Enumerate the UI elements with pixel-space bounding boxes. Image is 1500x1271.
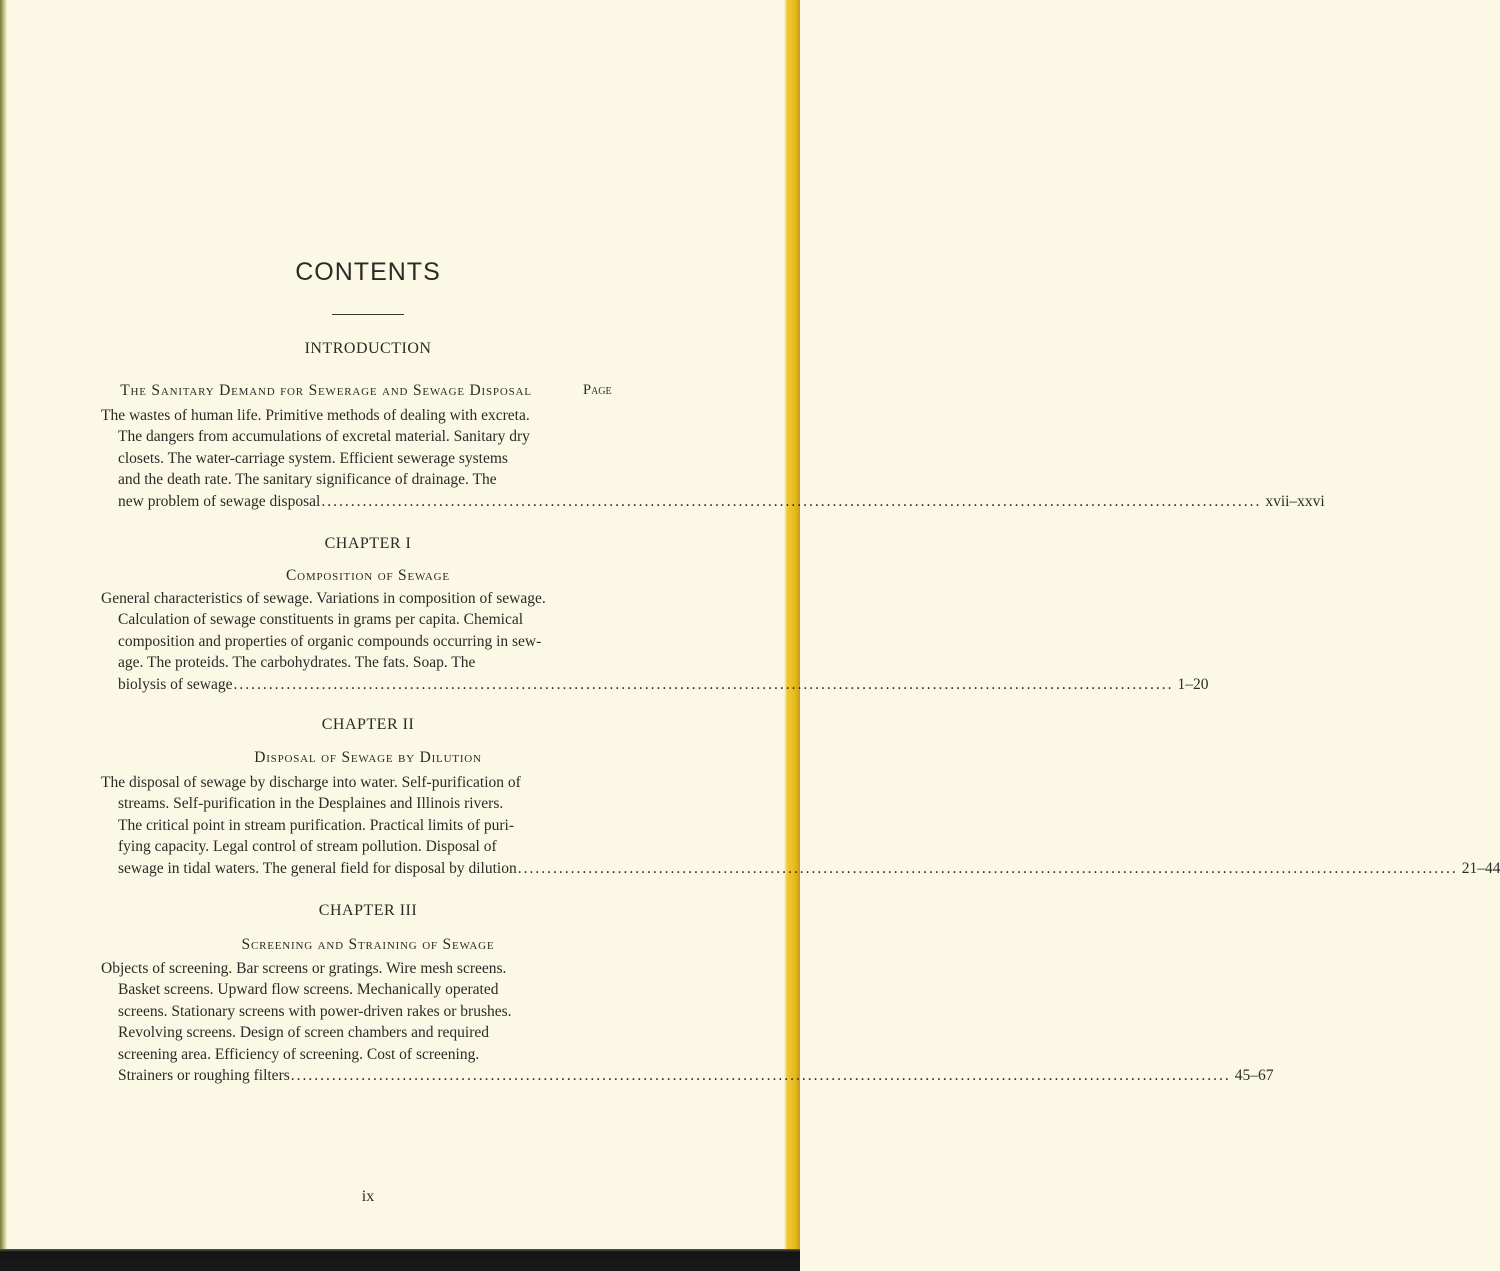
entry-line: Revolving screens. Design of screen chambers and required xyxy=(118,1024,490,1042)
chapter-2-entry xyxy=(101,772,1500,879)
entry-line: and the death rate. The sanitary significance of drainage. The xyxy=(118,471,497,489)
entry-line: General characteristics of sewage. Variations in composition of sewage. xyxy=(101,590,546,607)
entry-line: streams. Self-purification in the Desplaines and Illinois rivers. xyxy=(118,795,504,813)
chapter-3-entry xyxy=(101,958,1274,1086)
entry-line: Strainers or roughing filters xyxy=(118,1067,290,1085)
chapter-3-label: CHAPTER III xyxy=(318,902,418,919)
entry-line: biolysis of sewage xyxy=(118,675,233,693)
dot-leader: ................................................................................................................................................................ xyxy=(233,675,1174,693)
chapter-2-label: CHAPTER II xyxy=(321,716,415,733)
entry-line: screening area. Efficiency of screening. Cost of screening. xyxy=(118,1045,480,1063)
entry-line: The disposal of sewage by discharge into water. Self-purification of xyxy=(101,774,521,791)
entry-line: The critical point in stream purification. Practical limits of puri- xyxy=(118,816,514,834)
scan-bottom-border xyxy=(0,1249,800,1271)
entry-line: composition and properties of organic compounds occurring in sew- xyxy=(118,632,542,650)
page-range: 21–44 xyxy=(1461,859,1500,877)
page-title: CONTENTS xyxy=(295,258,441,286)
chapter-1-title: Composition of Sewage xyxy=(286,567,450,584)
entry-line: Objects of screening. Bar screens or gratings. Wire mesh screens. xyxy=(101,960,507,977)
dot-leader: ................................................................................................................................................................ xyxy=(290,1067,1231,1085)
entry-line: age. The proteids. The carbohydrates. The fats. Soap. The xyxy=(118,654,476,672)
entry-line: sewage in tidal waters. The general field for disposal by dilution xyxy=(118,859,517,877)
entry-line: The wastes of human life. Primitive methods of dealing with excreta. xyxy=(101,407,530,424)
page-range: 45–67 xyxy=(1234,1067,1274,1085)
introduction-heading: INTRODUCTION xyxy=(304,340,432,357)
page-range: xvii–xxvi xyxy=(1265,492,1325,510)
entry-last-line xyxy=(101,491,1325,512)
page-range: 1–20 xyxy=(1177,675,1209,693)
page-number: ix xyxy=(361,1188,375,1205)
entry-last-line xyxy=(101,1065,1274,1086)
introduction-entry xyxy=(101,405,1325,512)
entry-line: new problem of sewage disposal xyxy=(118,492,321,510)
entry-line: Basket screens. Upward flow screens. Mechanically operated xyxy=(118,981,499,999)
dot-leader: ................................................................................................................................................................ xyxy=(321,492,1262,510)
entry-line: screens. Stationary screens with power-driven rakes or brushes. xyxy=(118,1002,512,1020)
dot-leader: ................................................................................................................................................................ xyxy=(517,859,1458,877)
entry-line: The dangers from accumulations of excretal material. Sanitary dry xyxy=(118,428,530,446)
page-column-label: Page xyxy=(583,382,612,398)
chapter-3-title: Screening and Straining of Sewage xyxy=(241,936,495,953)
chapter-2-title: Disposal of Sewage by Dilution xyxy=(254,749,482,766)
entry-last-line xyxy=(101,858,1500,879)
chapter-1-label: CHAPTER I xyxy=(324,535,412,552)
chapter-1-entry xyxy=(101,588,1209,695)
entry-line: Calculation of sewage constituents in grams per capita. Chemical xyxy=(118,611,524,629)
title-rule xyxy=(332,314,404,315)
entry-line: closets. The water-carriage system. Efficient sewerage systems xyxy=(118,449,508,467)
entry-line: fying capacity. Legal control of stream pollution. Disposal of xyxy=(118,838,497,856)
introduction-title: The Sanitary Demand for Sewerage and Sewage Disposal xyxy=(120,382,532,399)
entry-last-line xyxy=(101,674,1209,695)
